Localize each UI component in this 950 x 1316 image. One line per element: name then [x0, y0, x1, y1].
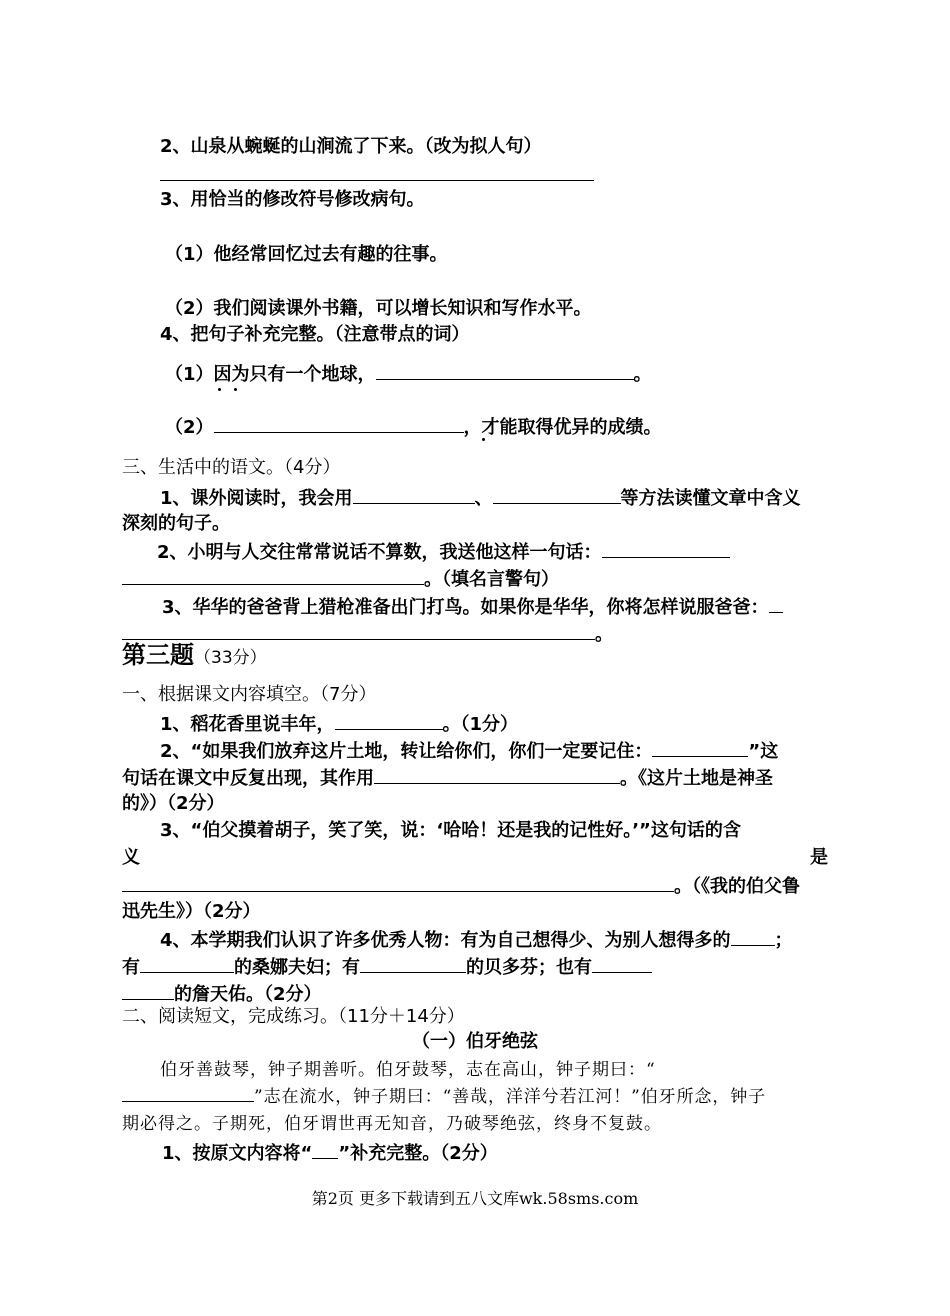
- p3-question-1: [160, 711, 518, 737]
- s3-question-1: [160, 485, 801, 511]
- p3-section-2-title: 二、阅读短文，完成练习。（11分＋14分）: [122, 1006, 465, 1027]
- p3-q2-text2: ”这: [748, 741, 779, 762]
- p3-q3-word2: 是: [810, 847, 828, 868]
- question-4-2-text: ，才能取得优异的成绩。: [463, 417, 662, 438]
- s3-q1-text2: 等方法读懂文章中含义: [620, 488, 801, 509]
- p3-q4-text5: 的詹天佑。（2分）: [174, 984, 322, 1005]
- reading-question-1: [162, 1140, 498, 1166]
- p3-question-3: 3、“伯父摸着胡子，笑了笑，说：‘哈哈！还是我的记性好。’”这句话的含: [160, 820, 741, 841]
- blank[interactable]: [353, 485, 475, 504]
- s3-q3-text: 3、华华的爸爸背上猎枪准备出门打鸟。如果你是华华，你将怎样说服爸爸：: [162, 597, 769, 618]
- part-3-points: （33分）: [194, 648, 267, 668]
- question-3: 3、用恰当的修改符号修改病句。: [160, 189, 425, 210]
- blank[interactable]: [769, 594, 783, 613]
- p3-question-2-end: 的》）（2分）: [122, 793, 225, 814]
- blank[interactable]: [122, 566, 424, 585]
- p3-question-3-line3: [122, 873, 800, 899]
- question-4-2-prefix: （2）: [165, 417, 214, 438]
- p3-q1-text2: 。（1分）: [442, 714, 519, 735]
- p3-q4-sep: ；: [774, 930, 793, 951]
- s3-q1-sep: 、: [474, 488, 493, 509]
- r-q1-text: 1、按原文内容将“: [162, 1143, 313, 1164]
- p3-q2-text4: 。《这片土地是神圣: [620, 768, 773, 789]
- blank[interactable]: [140, 954, 234, 973]
- blank[interactable]: [493, 485, 621, 504]
- question-4: 4、把句子补充完整。（注意带点的词）: [160, 324, 470, 345]
- question-2: 2、山泉从蜿蜒的山涧流了下来。（改为拟人句）: [160, 136, 542, 157]
- p3-q2-text: 2、“如果我们放弃这片土地，转让给你们，你们一定要记住：: [160, 741, 653, 762]
- r-q1-text2: ”补充完整。（2分）: [338, 1143, 498, 1164]
- blank[interactable]: [602, 539, 730, 558]
- question-4-1: [165, 361, 652, 387]
- p3-question-4-end: [122, 981, 322, 1007]
- p3-question-3-end: 迅先生》）（2分）: [122, 901, 261, 922]
- part-3-title: 第三题: [122, 641, 194, 669]
- answer-line[interactable]: [160, 180, 594, 181]
- blank[interactable]: [652, 738, 748, 757]
- p3-question-2-cont: [122, 765, 773, 791]
- s3-question-1-cont: 深刻的句子。: [122, 513, 230, 534]
- blank[interactable]: [312, 1140, 338, 1159]
- s3-question-2-cont: [122, 566, 559, 592]
- blank[interactable]: [374, 765, 620, 784]
- reading-line-1: 伯牙善鼓琴，钟子期善听。伯牙鼓琴，志在高山，钟子期曰：“: [160, 1060, 656, 1080]
- part-3-heading: [122, 640, 267, 673]
- blank[interactable]: [360, 954, 466, 973]
- p3-q3-word: 义: [122, 847, 140, 868]
- s3-question-2: [157, 539, 730, 565]
- blank[interactable]: [122, 981, 174, 1000]
- p3-q3-text3: 。（《我的伯父鲁: [674, 876, 800, 897]
- question-3-2: （2）我们阅读课外书籍，可以增长知识和写作水平。: [165, 298, 592, 319]
- question-4-1-text: （1）因为只有一个地球，: [165, 364, 376, 385]
- reading-line-3: 期必得之。子期死，伯牙谓世再无知音，乃破琴绝弦，终身不复鼓。: [122, 1114, 662, 1134]
- blank[interactable]: [731, 927, 775, 946]
- s3-q2-text2: 。（填名言警句）: [424, 569, 559, 590]
- p3-q4-text2: 有: [122, 957, 140, 978]
- p3-question-4-cont: [122, 954, 652, 980]
- period: 。: [595, 624, 613, 645]
- blank[interactable]: [335, 711, 443, 730]
- s3-q1-text: 1、课外阅读时，我会用: [160, 488, 353, 509]
- emphasis-dot: [234, 388, 237, 391]
- question-4-2: [165, 414, 662, 440]
- emphasis-dot: [218, 388, 221, 391]
- blank[interactable]: [122, 621, 595, 640]
- p3-question-2: [160, 738, 778, 764]
- p3-q2-text3: 句话在课文中反复出现，其作用: [122, 768, 374, 789]
- reading-line-2: [122, 1085, 766, 1109]
- page-footer: 第2页 更多下载请到五八文库wk.58sms.com: [311, 1189, 639, 1208]
- period: 。: [633, 364, 652, 385]
- blank[interactable]: [214, 414, 464, 433]
- reading-line-2-text: ”志在流水，钟子期曰：“善哉，洋洋兮若江河！”伯牙所念，钟子: [254, 1087, 767, 1107]
- p3-q1-text: 1、稻花香里说丰年，: [160, 714, 335, 735]
- reading-title: （一）伯牙绝弦: [412, 1031, 538, 1052]
- blank[interactable]: [122, 873, 674, 892]
- s3-question-3: [162, 594, 783, 620]
- blank[interactable]: [376, 361, 634, 380]
- emphasis-dot: [482, 438, 485, 441]
- blank[interactable]: [122, 1085, 254, 1102]
- blank[interactable]: [592, 954, 652, 973]
- question-3-1: （1）他经常回忆过去有趣的往事。: [165, 244, 448, 265]
- section-3-title: 三、生活中的语文。（4分）: [122, 457, 341, 478]
- s3-q2-text: 2、小明与人交往常常说话不算数，我送他这样一句话：: [157, 542, 602, 563]
- p3-q4-text: 4、本学期我们认识了许多优秀人物：有为自己想得少、为别人想得多的: [160, 930, 731, 951]
- p3-q4-text3: 的桑娜夫妇；有: [234, 957, 360, 978]
- p3-question-4: [160, 927, 793, 953]
- p3-section-1-title: 一、根据课文内容填空。（7分）: [122, 684, 377, 705]
- p3-q4-text4: 的贝多芬；也有: [466, 957, 592, 978]
- p3-question-3-line2: [122, 846, 828, 870]
